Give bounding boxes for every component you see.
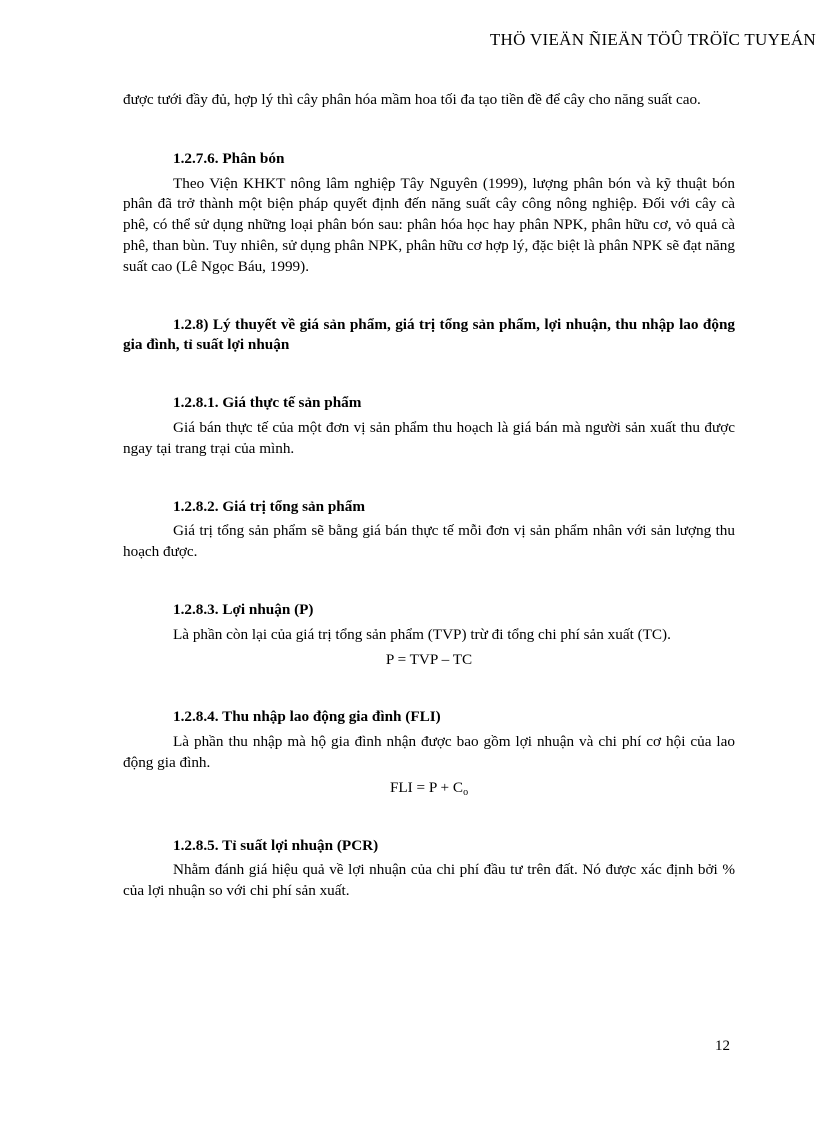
- formula-fli-main: FLI = P + C: [389, 778, 464, 796]
- paragraph-1283: Là phần còn lại của giá trị tổng sản phẩm (TVP) trừ đi tổng chi phí sản xuất (TC).: [173, 625, 671, 643]
- library-header: THÖ VIEÄN ÑIEÄN TÖÛ TRÖÏC TUYEÁN: [489, 30, 816, 49]
- paragraph-1285: Nhằm đánh giá hiệu quả về lợi nhuận của chi phí đầu tư trên đất. Nó được xác định bởi % của lợi nhuận so với chi phí sản xuất.: [123, 861, 735, 900]
- formula-fli: [123, 778, 735, 799]
- intro-paragraph: được tưới đầy đủ, hợp lý thì cây phân hóa mầm hoa tối đa tạo tiền đề để cây cho năng suất cao.: [123, 91, 701, 108]
- heading-1285: 1.2.8.5. Tỉ suất lợi nhuận (PCR): [173, 836, 379, 854]
- heading-128: 1.2.8) Lý thuyết về giá sản phẩm, giá trị tổng sản phẩm, lợi nhuận, thu nhập lao động gia đình, tỉ suất lợi nhuận: [123, 315, 735, 354]
- paragraph-1276: Theo Viện KHKT nông lâm nghiệp Tây Nguyên (1999), lượng phân bón và kỹ thuật bón phân đã trở thành một biện pháp quyết định đến năng suất cây công nông nghiệp. Đối với cây cà phê, có thể sử dụng những loại phân bón sau: phân hóa học hay phân NPK, phân hữu cơ, vỏ quả cà phê, than bùn. Tuy nhiên, sử dụng phân NPK, phân hữu cơ hợp lý, đặc biệt là phân NPK sẽ đạt năng suất cao (Lê Ngọc Báu, 1999).: [123, 174, 735, 275]
- paragraph-1282: Giá trị tổng sản phẩm sẽ bằng giá bán thực tế mỗi đơn vị sản phẩm nhân với sản lượng thu hoạch được.: [123, 522, 735, 561]
- heading-1284: 1.2.8.4. Thu nhập lao động gia đình (FLI): [173, 708, 441, 726]
- formula-fli-subscript: o: [463, 786, 469, 798]
- formula-profit: P = TVP – TC: [385, 650, 473, 668]
- heading-1281: 1.2.8.1. Giá thực tế sản phẩm: [173, 394, 362, 412]
- paragraph-1281: Giá bán thực tế của một đơn vị sản phẩm thu hoạch là giá bán mà người sản xuất thu được ngay tại trang trại của mình.: [123, 418, 735, 457]
- document-body: [123, 90, 735, 902]
- paragraph-1284: Là phần thu nhập mà hộ gia đình nhận được bao gồm lợi nhuận và chi phí cơ hội của lao động gia đình.: [123, 733, 735, 771]
- heading-1282: 1.2.8.2. Giá trị tổng sản phẩm: [173, 497, 365, 515]
- page-number: 12: [715, 1038, 730, 1054]
- heading-1283: 1.2.8.3. Lợi nhuận (P): [173, 600, 314, 618]
- heading-1276: 1.2.7.6. Phân bón: [173, 149, 285, 167]
